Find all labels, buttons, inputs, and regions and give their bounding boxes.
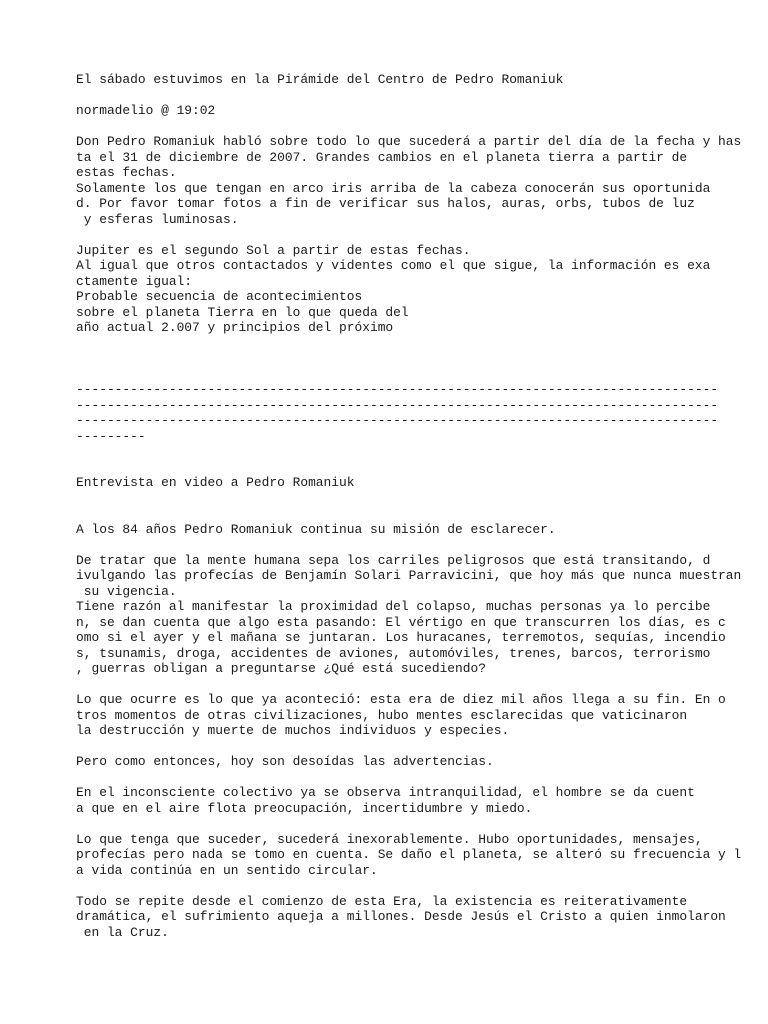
paragraph-2 bbox=[76, 243, 756, 336]
document-title: El sábado estuvimos en la Pirámide del Centro de Pedro Romaniuk bbox=[76, 72, 564, 87]
separator-line: ----------------------------------------------------------------------------------- bbox=[76, 413, 719, 428]
text-line: Jupiter es el segundo Sol a partir de estas fechas. bbox=[76, 242, 471, 258]
separator-line: ----------------------------------------------------------------------------------- bbox=[76, 382, 719, 397]
text-line: dramática, el sufrimiento aqueja a millones. Desde Jesús el Cristo a quien inmolaron bbox=[76, 909, 726, 924]
text-line: s, tsunamis, droga, accidentes de aviones, automóviles, trenes, barcos, terrorismo bbox=[76, 645, 711, 661]
text-line: Pero como entonces, hoy son desoídas las advertencias. bbox=[76, 754, 494, 769]
paragraph-5 bbox=[76, 692, 756, 739]
paragraph-7 bbox=[76, 785, 756, 816]
text-line: a que en el aire flota preocupación, incertidumbre y miedo. bbox=[76, 800, 533, 816]
text-line: tros momentos de otras civilizaciones, hubo mentes esclarecidas que vaticinaron bbox=[76, 707, 688, 723]
text-line: Lo que tenga que suceder, sucederá inexorablemente. Hubo oportunidades, mensajes, bbox=[76, 831, 703, 847]
text-line: d. Por favor tomar fotos a fin de verificar sus halos, auras, orbs, tubos de luz bbox=[76, 196, 695, 211]
text-line: Probable secuencia de acontecimientos bbox=[76, 289, 363, 304]
text-line: n, se dan cuenta que algo esta pasando: El vértigo en que transcurren los días, es c bbox=[76, 614, 726, 630]
text-line: a vida continúa en un sentido circular. bbox=[76, 862, 378, 878]
paragraph-3 bbox=[76, 522, 756, 538]
text-line: sobre el planeta Tierra en lo que queda del bbox=[76, 304, 409, 320]
text-line: ta el 31 de diciembre de 2007. Grandes cambios en el planeta tierra a partir de bbox=[76, 149, 688, 165]
interview-heading: Entrevista en video a Pedro Romaniuk bbox=[76, 475, 355, 490]
text-line: Todo se repite desde el comienzo de esta Era, la existencia es reiterativamente bbox=[76, 893, 688, 909]
text-line: ivulgando las profecías de Benjamín Solari Parravicini, que hoy más que nunca muestran bbox=[76, 568, 742, 583]
document-page bbox=[76, 72, 756, 940]
text-line: , guerras obligan a preguntarse ¿Qué está sucediendo? bbox=[76, 661, 486, 676]
separator-line: --------- bbox=[76, 428, 146, 444]
byline: normadelio @ 19:02 bbox=[76, 103, 216, 118]
text-line: año actual 2.007 y principios del próximo bbox=[76, 320, 394, 335]
text-line: Al igual que otros contactados y videntes como el que sigue, la información es exa bbox=[76, 258, 711, 273]
text-line: su vigencia. bbox=[76, 583, 177, 599]
text-line: Tiene razón al manifestar la proximidad del colapso, muchas personas ya lo percibe bbox=[76, 599, 711, 614]
text-line: estas fechas. bbox=[76, 165, 177, 180]
text-line: Don Pedro Romaniuk habló sobre todo lo que sucederá a partir del día de la fecha y has bbox=[76, 134, 742, 149]
separator-block bbox=[76, 382, 756, 444]
text-line: en la Cruz. bbox=[76, 924, 169, 940]
text-line: ctamente igual: bbox=[76, 273, 193, 289]
text-line: Lo que ocurre es lo que ya aconteció: esta era de diez mil años llega a su fin. En o bbox=[76, 692, 726, 707]
text-line: Solamente los que tengan en arco iris arriba de la cabeza conocerán sus oportunida bbox=[76, 180, 711, 196]
paragraph-4 bbox=[76, 553, 756, 677]
text-line: omo si el ayer y el mañana se juntaran. Los huracanes, terremotos, sequías, incendio bbox=[76, 630, 726, 645]
text-line: profecías pero nada se tomo en cuenta. Se daño el planeta, se alteró su frecuencia y l bbox=[76, 847, 742, 862]
text-line: De tratar que la mente humana sepa los carriles peligrosos que está transitando, d bbox=[76, 552, 711, 568]
paragraph-9 bbox=[76, 894, 756, 941]
separator-line: ----------------------------------------------------------------------------------- bbox=[76, 397, 719, 413]
text-line: A los 84 años Pedro Romaniuk continua su misión de esclarecer. bbox=[76, 521, 556, 537]
text-line: la destrucción y muerte de muchos individuos y especies. bbox=[76, 723, 510, 738]
paragraph-6 bbox=[76, 754, 756, 770]
text-line: En el inconsciente colectivo ya se observa intranquilidad, el hombre se da cuent bbox=[76, 785, 695, 800]
paragraph-8 bbox=[76, 832, 756, 879]
text-line: y esferas luminosas. bbox=[76, 211, 239, 227]
paragraph-1 bbox=[76, 134, 756, 227]
